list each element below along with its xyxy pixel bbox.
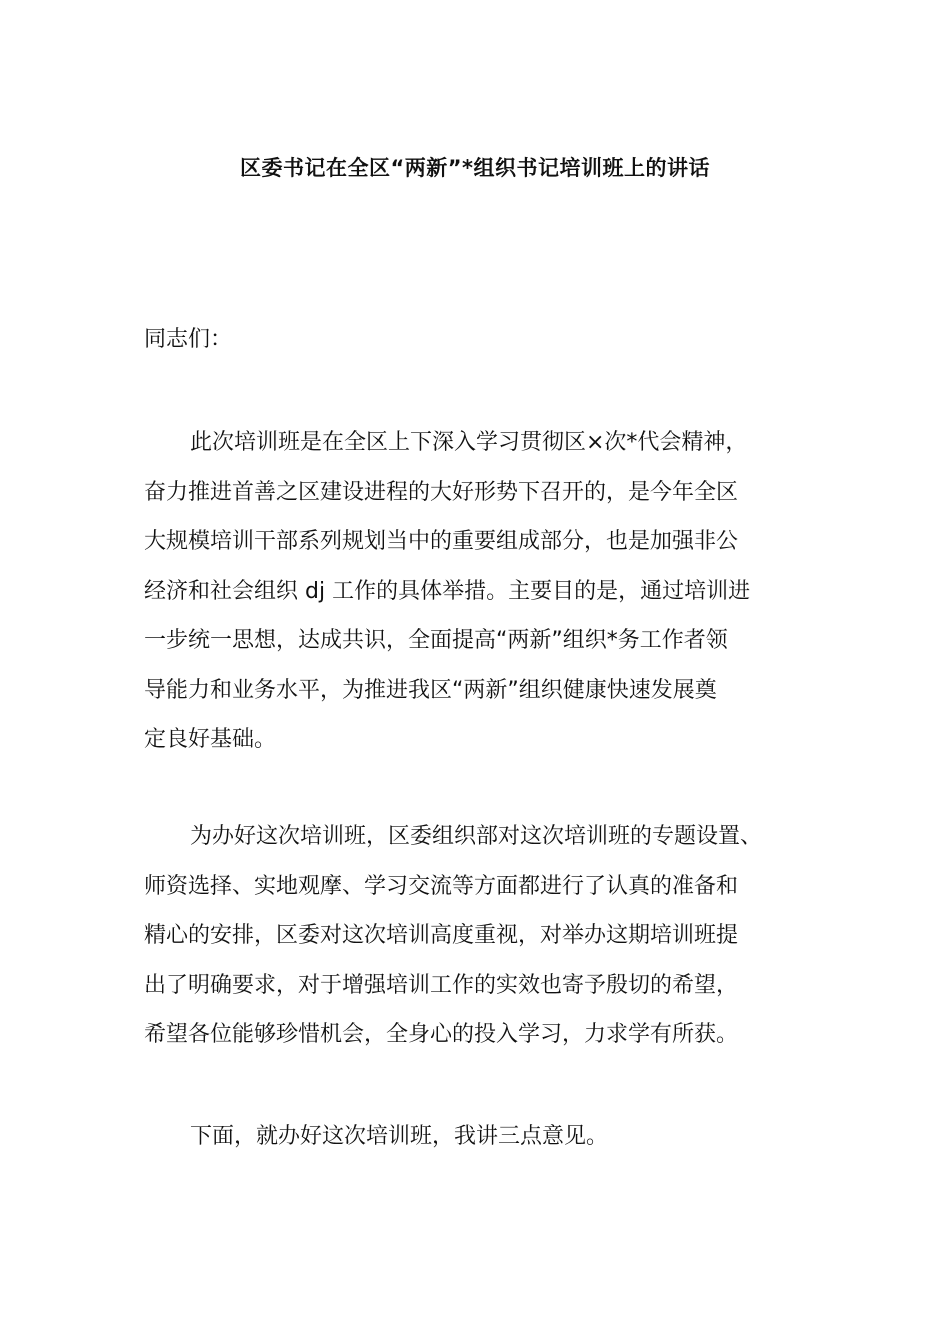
paragraph-line: 经济和社会组织 dj 工作的具体举措。主要目的是，通过培训进 <box>144 578 751 604</box>
paragraph-line: 导能力和业务水平，为推进我区“两新”组织健康快速发展奠 <box>144 677 717 703</box>
greeting: 同志们： <box>144 327 233 352</box>
paragraph-line: 希望各位能够珍惜机会，全身心的投入学习，力求学有所获。 <box>144 1022 739 1047</box>
paragraph-3 <box>144 1112 824 1162</box>
paragraph-line: 定良好基础。 <box>144 727 277 752</box>
paragraph-line: 奋力推进首善之区建设进程的大好形势下召开的，是今年全区 <box>144 479 739 505</box>
paragraph-line: 出了明确要求，对于增强培训工作的实效也寄予殷切的希望， <box>144 972 739 998</box>
paragraph-1 <box>144 418 824 765</box>
paragraph-2 <box>144 812 824 1060</box>
paragraph-line: 此次培训班是在全区上下深入学习贯彻区×次*代会精神， <box>190 430 748 455</box>
paragraph-line: 一步统一思想，达成共识，全面提高“两新”组织*务工作者领 <box>144 628 728 653</box>
paragraph-line: 大规模培训干部系列规划当中的重要组成部分，也是加强非公 <box>144 529 739 554</box>
paragraph-line: 师资选择、实地观摩、学习交流等方面都进行了认真的准备和 <box>144 873 739 899</box>
paragraph-line: 精心的安排，区委对这次培训高度重视，对举办这期培训班提 <box>144 923 739 948</box>
document-title: 区委书记在全区“两新”*组织书记培训班上的讲话 <box>239 156 711 180</box>
paragraph-line: 下面，就办好这次培训班，我讲三点意见。 <box>190 1124 609 1149</box>
paragraph-line: 为办好这次培训班，区委组织部对这次培训班的专题设置、 <box>190 824 763 849</box>
